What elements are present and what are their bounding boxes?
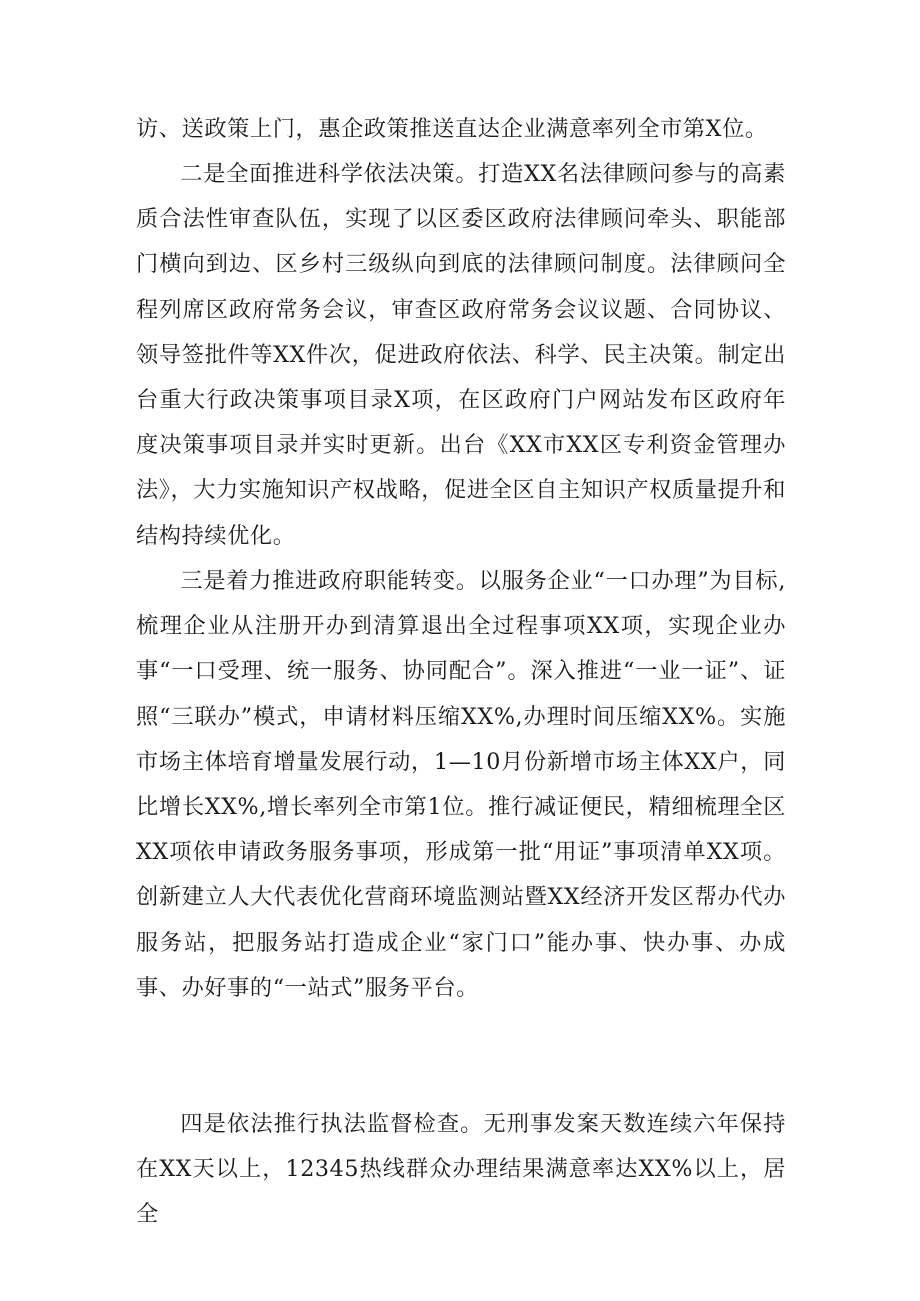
paragraph-legal-decision-making: 二是全面推进科学依法决策。打造XX名法律顾问参与的高素质合法性审查队伍，实现了以区委区政府法律顾问牵头、职能部门横向到边、区乡村三级纵向到底的法律顾问制度。法律顾问全程列席区政府常务会议，审查区政府常务会议议题、合同协议、领导签批件等XX件次，促进政府依法、科学、民主决策。制定出台重大行政决策事项目录X项，在区政府门户网站发布区政府年度决策事项目录并实时更新。出台《XX市XX区专利资金管理办法》，大力实施知识产权战略，促进全区自主知识产权质量提升和结构持续优化。 — [136, 161, 786, 549]
paragraph-continuation: 访、送政策上门，惠企政策推送直达企业满意率列全市第X位。 — [136, 116, 768, 142]
paragraph-government-function-transformation: 三是着力推进政府职能转变。以服务企业“一口办理”为目标,梳理企业从注册开办到清算退出全过程事项XX项，实现企业办事“一口受理、统一服务、协同配合”。深入推进“一业一证”、证照“三联办”模式，申请材料压缩XX%,办理时间压缩XX%。实施市场主体培育增量发展行动，1—10月份新增市场主体XX户，同比增长XX%,增长率列全市第1位。推行减证便民，精细梳理全区XX项依申请政务服务事项，形成第一批“用证”事项清单XX项。创新建立人大代表优化营商环境监测站暨XX经济开发区帮办代办服务站，把服务站打造成企业“家门口”能办事、快办事、办成事、办好事的“一站式”服务平台。 — [136, 568, 786, 1001]
paragraph-law-enforcement-supervision: 四是依法推行执法监督检查。无刑事发案天数连续六年保持在XX天以上，12345热线群众办理结果满意率达XX%以上，居全 — [136, 1111, 786, 1228]
